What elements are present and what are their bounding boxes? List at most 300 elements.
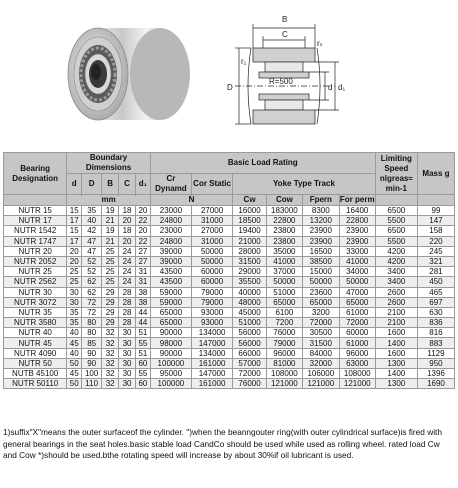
cell-designation: NUTR 50 xyxy=(4,358,67,368)
table-cell: 29 xyxy=(102,297,119,307)
table-cell: 23900 xyxy=(339,236,375,246)
table-cell: 147000 xyxy=(191,369,232,379)
table-cell: 42 xyxy=(82,226,102,236)
table-row xyxy=(4,226,455,236)
table-cell: 3400 xyxy=(375,267,417,277)
table-cell: 24800 xyxy=(150,216,191,226)
table-cell: 6500 xyxy=(375,226,417,236)
table-cell: 20 xyxy=(67,256,82,266)
table-cell: 25 xyxy=(102,277,119,287)
header-N: N xyxy=(150,195,232,206)
table-cell: 40000 xyxy=(233,287,267,297)
table-cell: 28 xyxy=(119,297,136,307)
table-cell: 80 xyxy=(82,318,102,328)
table-cell: 99 xyxy=(417,206,454,216)
table-cell: 45 xyxy=(67,338,82,348)
table-cell: 55 xyxy=(135,369,150,379)
table-row xyxy=(4,379,455,389)
table-cell: 950 xyxy=(417,358,454,368)
table-cell: 110 xyxy=(82,379,102,389)
table-cell: 25 xyxy=(102,256,119,266)
table-cell: 108000 xyxy=(339,369,375,379)
table-cell: 95000 xyxy=(150,369,191,379)
table-cell: 39000 xyxy=(150,256,191,266)
table-cell: 30 xyxy=(119,328,136,338)
table-cell: 17 xyxy=(67,236,82,246)
table-cell: 41000 xyxy=(339,256,375,266)
table-cell: 38 xyxy=(135,287,150,297)
table-cell: 35 xyxy=(82,206,102,216)
table-cell: 37000 xyxy=(266,267,302,277)
table-cell: 18 xyxy=(119,226,136,236)
table-cell: 50 xyxy=(67,358,82,368)
table-cell: 29 xyxy=(102,307,119,317)
table-cell: 30 xyxy=(119,348,136,358)
table-cell: 61000 xyxy=(339,307,375,317)
table-cell: 50000 xyxy=(191,246,232,256)
header-D: D xyxy=(82,174,102,195)
table-cell: 35500 xyxy=(233,277,267,287)
table-cell: 72000 xyxy=(339,318,375,328)
header-B: B xyxy=(102,174,119,195)
table-cell: 24 xyxy=(119,246,136,256)
cell-designation: NUTR 1747 xyxy=(4,236,67,246)
table-row xyxy=(4,328,455,338)
table-cell: 93000 xyxy=(191,307,232,317)
cell-designation: NUTR 3580 xyxy=(4,318,67,328)
table-cell: 134000 xyxy=(191,348,232,358)
table-cell: 28 xyxy=(119,318,136,328)
label-rs: rₛ xyxy=(317,39,323,48)
table-row xyxy=(4,236,455,246)
table-cell: 5500 xyxy=(375,236,417,246)
product-illustration-area xyxy=(0,0,458,150)
table-cell: 52 xyxy=(82,267,102,277)
table-cell: 96000 xyxy=(339,348,375,358)
footnote: 1)suffix"X"means the outer surfaceof the cylinder. ")when the beanngouter ring(with outer cylindrical surface)is fired with general bearings in the seat holes.basic stable load CandCo should be used while used as rolling wheel. rated load Cw and Cow *)should be used.bthe rotating speed will increase by about 30%if oil lubricant is used. xyxy=(3,427,442,460)
table-cell: 30 xyxy=(119,338,136,348)
table-cell: 15 xyxy=(67,206,82,216)
header-cow: Cow xyxy=(266,195,302,206)
table-cell: 35 xyxy=(67,318,82,328)
table-cell: 32 xyxy=(102,369,119,379)
table-cell: 90000 xyxy=(150,348,191,358)
table-cell: 31000 xyxy=(191,236,232,246)
table-cell: 6500 xyxy=(375,206,417,216)
table-cell: 79000 xyxy=(191,297,232,307)
table-cell: 96000 xyxy=(266,348,302,358)
table-row xyxy=(4,216,455,226)
table-cell: 52 xyxy=(82,256,102,266)
table-cell: 106000 xyxy=(302,369,339,379)
table-cell: 81000 xyxy=(266,358,302,368)
table-cell: 47 xyxy=(82,236,102,246)
table-cell: 1600 xyxy=(375,328,417,338)
cell-designation: NUTR 15 xyxy=(4,206,67,216)
table-row xyxy=(4,318,455,328)
table-cell: 121000 xyxy=(339,379,375,389)
table-row xyxy=(4,307,455,317)
table-cell: 66000 xyxy=(233,348,267,358)
table-cell: 32 xyxy=(102,348,119,358)
cell-designation: NUTB 45100 xyxy=(4,369,67,379)
table-cell: 20 xyxy=(119,216,136,226)
table-cell: 17 xyxy=(67,216,82,226)
cell-designation: NUTR 45 xyxy=(4,338,67,348)
table-cell: 76000 xyxy=(233,379,267,389)
table-cell: 32 xyxy=(102,379,119,389)
table-cell: 57000 xyxy=(233,358,267,368)
table-cell: 30 xyxy=(67,297,82,307)
table-cell: 35000 xyxy=(266,246,302,256)
cell-designation: NUTR 25 xyxy=(4,267,67,277)
table-cell: 245 xyxy=(417,246,454,256)
table-cell: 28000 xyxy=(233,246,267,256)
table-cell: 883 xyxy=(417,338,454,348)
table-cell: 29000 xyxy=(233,267,267,277)
table-row xyxy=(4,256,455,266)
header-fperm: Fpern xyxy=(302,195,339,206)
table-cell: 13200 xyxy=(302,216,339,226)
table-cell: 100 xyxy=(82,369,102,379)
table-row xyxy=(4,267,455,277)
table-cell: 85 xyxy=(82,338,102,348)
header-mm: mm xyxy=(67,195,150,206)
table-cell: 30 xyxy=(119,369,136,379)
header-cw: Cw xyxy=(233,195,267,206)
table-cell: 27000 xyxy=(191,226,232,236)
table-cell: 24800 xyxy=(150,236,191,246)
table-cell: 5500 xyxy=(375,216,417,226)
table-row xyxy=(4,348,455,358)
table-cell: 61000 xyxy=(339,338,375,348)
table-cell: 30 xyxy=(119,358,136,368)
table-cell: 56000 xyxy=(233,328,267,338)
table-cell: 25 xyxy=(102,267,119,277)
header-d1: d₁ xyxy=(135,174,150,195)
table-cell: 8300 xyxy=(302,206,339,216)
table-cell: 100000 xyxy=(150,379,191,389)
table-cell: 2100 xyxy=(375,307,417,317)
table-cell: 55 xyxy=(135,338,150,348)
table-cell: 1690 xyxy=(417,379,454,389)
table-cell: 7200 xyxy=(266,318,302,328)
table-cell: 79000 xyxy=(266,338,302,348)
table-cell: 43500 xyxy=(150,267,191,277)
table-cell: 47 xyxy=(82,246,102,256)
table-cell: 121000 xyxy=(266,379,302,389)
table-cell: 121000 xyxy=(302,379,339,389)
table-cell: 41000 xyxy=(266,256,302,266)
table-cell: 25 xyxy=(102,246,119,256)
table-cell: 25 xyxy=(67,277,82,287)
cell-designation: NUTR 40 xyxy=(4,328,67,338)
table-cell: 2600 xyxy=(375,287,417,297)
header-designation: Bearing Designation xyxy=(4,153,67,195)
table-cell: 147000 xyxy=(191,338,232,348)
table-cell: 44 xyxy=(135,307,150,317)
table-cell: 31 xyxy=(135,277,150,287)
table-cell: 56000 xyxy=(233,338,267,348)
table-cell: 32 xyxy=(102,338,119,348)
table-cell: 18 xyxy=(119,206,136,216)
table-cell: 50000 xyxy=(266,277,302,287)
bearing-photo xyxy=(50,14,210,134)
table-cell: 24 xyxy=(119,267,136,277)
table-cell: 281 xyxy=(417,267,454,277)
table-cell: 31500 xyxy=(302,338,339,348)
table-cell: 3200 xyxy=(302,307,339,317)
table-cell: 72 xyxy=(82,307,102,317)
table-cell: 59000 xyxy=(150,287,191,297)
table-row xyxy=(4,297,455,307)
cell-designation: NUTR 35 xyxy=(4,307,67,317)
header-mass: Mass g xyxy=(417,153,454,195)
table-cell: 23800 xyxy=(266,226,302,236)
table-cell: 465 xyxy=(417,287,454,297)
table-cell: 29 xyxy=(102,287,119,297)
table-cell: 19400 xyxy=(233,226,267,236)
table-row xyxy=(4,358,455,368)
table-cell: 43500 xyxy=(150,277,191,287)
table-cell: 16400 xyxy=(339,206,375,216)
table-cell: 16500 xyxy=(302,246,339,256)
table-row xyxy=(4,287,455,297)
table-cell: 31000 xyxy=(191,216,232,226)
table-cell: 22 xyxy=(135,236,150,246)
table-cell: 40 xyxy=(82,216,102,226)
table-cell: 31500 xyxy=(233,256,267,266)
table-cell: 30 xyxy=(67,287,82,297)
table-cell: 697 xyxy=(417,297,454,307)
table-cell: 21000 xyxy=(233,236,267,246)
table-cell: 38500 xyxy=(302,256,339,266)
table-cell: 22800 xyxy=(339,216,375,226)
spec-table-body xyxy=(4,206,455,389)
table-cell: 1300 xyxy=(375,358,417,368)
table-cell: 20 xyxy=(135,226,150,236)
label-D: D xyxy=(227,83,233,92)
table-cell: 59000 xyxy=(150,297,191,307)
table-cell: 183000 xyxy=(266,206,302,216)
cell-designation: NUTR 2562 xyxy=(4,277,67,287)
table-cell: 1400 xyxy=(375,338,417,348)
table-cell: 65000 xyxy=(302,297,339,307)
table-cell: 50000 xyxy=(191,256,232,266)
cell-designation: NUTR 50110 xyxy=(4,379,67,389)
table-cell: 47000 xyxy=(339,287,375,297)
table-cell: 15 xyxy=(67,226,82,236)
label-C: C xyxy=(282,30,288,39)
table-cell: 1396 xyxy=(417,369,454,379)
table-cell: 3400 xyxy=(375,277,417,287)
table-cell: 23900 xyxy=(339,226,375,236)
table-cell: 27000 xyxy=(191,206,232,216)
table-cell: 161000 xyxy=(191,358,232,368)
table-cell: 51000 xyxy=(266,287,302,297)
header-blank xyxy=(4,195,67,206)
table-cell: 38 xyxy=(135,297,150,307)
table-cell: 60 xyxy=(135,358,150,368)
table-cell: 51 xyxy=(135,328,150,338)
table-cell: 76000 xyxy=(266,328,302,338)
table-cell: 1400 xyxy=(375,369,417,379)
table-cell: 51000 xyxy=(233,318,267,328)
table-cell: 50000 xyxy=(302,277,339,287)
header-foperm: For perm xyxy=(339,195,375,204)
table-cell: 108000 xyxy=(266,369,302,379)
cross-section-drawing xyxy=(225,8,450,146)
table-cell: 60000 xyxy=(191,277,232,287)
table-cell: 18500 xyxy=(233,216,267,226)
table-cell: 23600 xyxy=(302,287,339,297)
bearing-spec-table xyxy=(3,152,455,389)
table-cell: 39000 xyxy=(150,246,191,256)
table-cell: 65000 xyxy=(266,297,302,307)
table-cell: 93000 xyxy=(191,318,232,328)
table-row xyxy=(4,277,455,287)
table-cell: 1129 xyxy=(417,348,454,358)
table-cell: 836 xyxy=(417,318,454,328)
label-d: d xyxy=(328,83,333,92)
table-cell: 32 xyxy=(102,358,119,368)
table-cell: 84000 xyxy=(302,348,339,358)
table-cell: 22 xyxy=(135,216,150,226)
table-cell: 450 xyxy=(417,277,454,287)
header-blank xyxy=(417,195,454,206)
table-cell: 20 xyxy=(67,246,82,256)
table-cell: 33000 xyxy=(339,246,375,256)
table-cell: 23900 xyxy=(302,236,339,246)
table-cell: 27 xyxy=(135,246,150,256)
table-cell: 72000 xyxy=(302,318,339,328)
table-cell: 16000 xyxy=(233,206,267,216)
table-cell: 32 xyxy=(102,328,119,338)
table-cell: 72000 xyxy=(233,369,267,379)
table-row xyxy=(4,246,455,256)
table-cell: 19 xyxy=(102,206,119,216)
table-cell: 72 xyxy=(82,297,102,307)
cell-designation: NUTR 17 xyxy=(4,216,67,226)
table-cell: 90000 xyxy=(150,328,191,338)
table-cell: 62 xyxy=(82,287,102,297)
table-cell: 34000 xyxy=(339,267,375,277)
table-row xyxy=(4,369,455,379)
table-cell: 60000 xyxy=(191,267,232,277)
table-cell: 20 xyxy=(119,236,136,246)
header-cor: Cor Static xyxy=(191,174,232,195)
table-cell: 1300 xyxy=(375,379,417,389)
header-yoke: Yoke Type Track xyxy=(233,174,376,195)
table-cell: 4200 xyxy=(375,256,417,266)
table-cell: 24 xyxy=(119,277,136,287)
table-cell: 32000 xyxy=(302,358,339,368)
table-cell: 28 xyxy=(119,307,136,317)
table-cell: 25 xyxy=(67,267,82,277)
table-cell: 50 xyxy=(67,379,82,389)
header-C: C xyxy=(119,174,136,195)
table-cell: 30500 xyxy=(302,328,339,338)
table-cell: 21 xyxy=(102,236,119,246)
table-cell: 4200 xyxy=(375,246,417,256)
table-cell: 80 xyxy=(82,328,102,338)
table-cell: 100000 xyxy=(150,358,191,368)
table-cell: 30 xyxy=(119,379,136,389)
header-d: d xyxy=(67,174,82,195)
table-cell: 29 xyxy=(102,318,119,328)
table-row xyxy=(4,338,455,348)
label-r1: r₁ xyxy=(241,57,247,66)
table-cell: 90 xyxy=(82,358,102,368)
table-cell: 161000 xyxy=(191,379,232,389)
table-row xyxy=(4,206,455,216)
table-cell: 220 xyxy=(417,236,454,246)
table-cell: 6100 xyxy=(266,307,302,317)
table-cell: 65000 xyxy=(339,297,375,307)
table-cell: 22800 xyxy=(266,216,302,226)
table-cell: 40 xyxy=(67,328,82,338)
table-cell: 23800 xyxy=(266,236,302,246)
label-d1: d₁ xyxy=(338,83,346,92)
label-radius: R=500 xyxy=(269,77,293,86)
table-cell: 23000 xyxy=(150,226,191,236)
table-cell: 60 xyxy=(135,379,150,389)
table-cell: 45000 xyxy=(233,307,267,317)
table-cell: 2100 xyxy=(375,318,417,328)
cell-designation: NUTR 2052 xyxy=(4,256,67,266)
table-cell: 1600 xyxy=(375,348,417,358)
table-cell: 40 xyxy=(67,348,82,358)
table-cell: 48000 xyxy=(233,297,267,307)
table-cell: 630 xyxy=(417,307,454,317)
table-cell: 50000 xyxy=(339,277,375,287)
cell-designation: NUTR 30 xyxy=(4,287,67,297)
table-cell: 62 xyxy=(82,277,102,287)
table-cell: 79000 xyxy=(191,287,232,297)
cell-designation: NUTR 3072 xyxy=(4,297,67,307)
table-cell: 60000 xyxy=(339,328,375,338)
table-cell: 45 xyxy=(67,369,82,379)
header-boundary: Boundary Dimensions xyxy=(67,153,150,174)
table-cell: 90 xyxy=(82,348,102,358)
table-cell: 21 xyxy=(102,216,119,226)
table-cell: 20 xyxy=(135,206,150,216)
table-cell: 321 xyxy=(417,256,454,266)
cell-designation: NUTR 20 xyxy=(4,246,67,256)
table-cell: 158 xyxy=(417,226,454,236)
table-cell: 27 xyxy=(135,256,150,266)
table-cell: 98000 xyxy=(150,338,191,348)
header-limiting-speed: Limiting Speed nlgreas≈ min-1 xyxy=(375,153,417,195)
table-cell: 147 xyxy=(417,216,454,226)
table-cell: 65000 xyxy=(150,318,191,328)
table-cell: 65000 xyxy=(150,307,191,317)
cell-designation: NUTR 1542 xyxy=(4,226,67,236)
table-cell: 35 xyxy=(67,307,82,317)
table-cell: 23900 xyxy=(302,226,339,236)
table-cell: 134000 xyxy=(191,328,232,338)
table-cell: 51 xyxy=(135,348,150,358)
table-cell: 816 xyxy=(417,328,454,338)
table-cell: 15000 xyxy=(302,267,339,277)
header-basic-load: Basic Load Rating xyxy=(150,153,375,174)
table-cell: 31 xyxy=(135,267,150,277)
table-cell: 63000 xyxy=(339,358,375,368)
table-cell: 24 xyxy=(119,256,136,266)
table-cell: 2600 xyxy=(375,297,417,307)
cell-designation: NUTR 4090 xyxy=(4,348,67,358)
header-blank xyxy=(375,195,417,206)
